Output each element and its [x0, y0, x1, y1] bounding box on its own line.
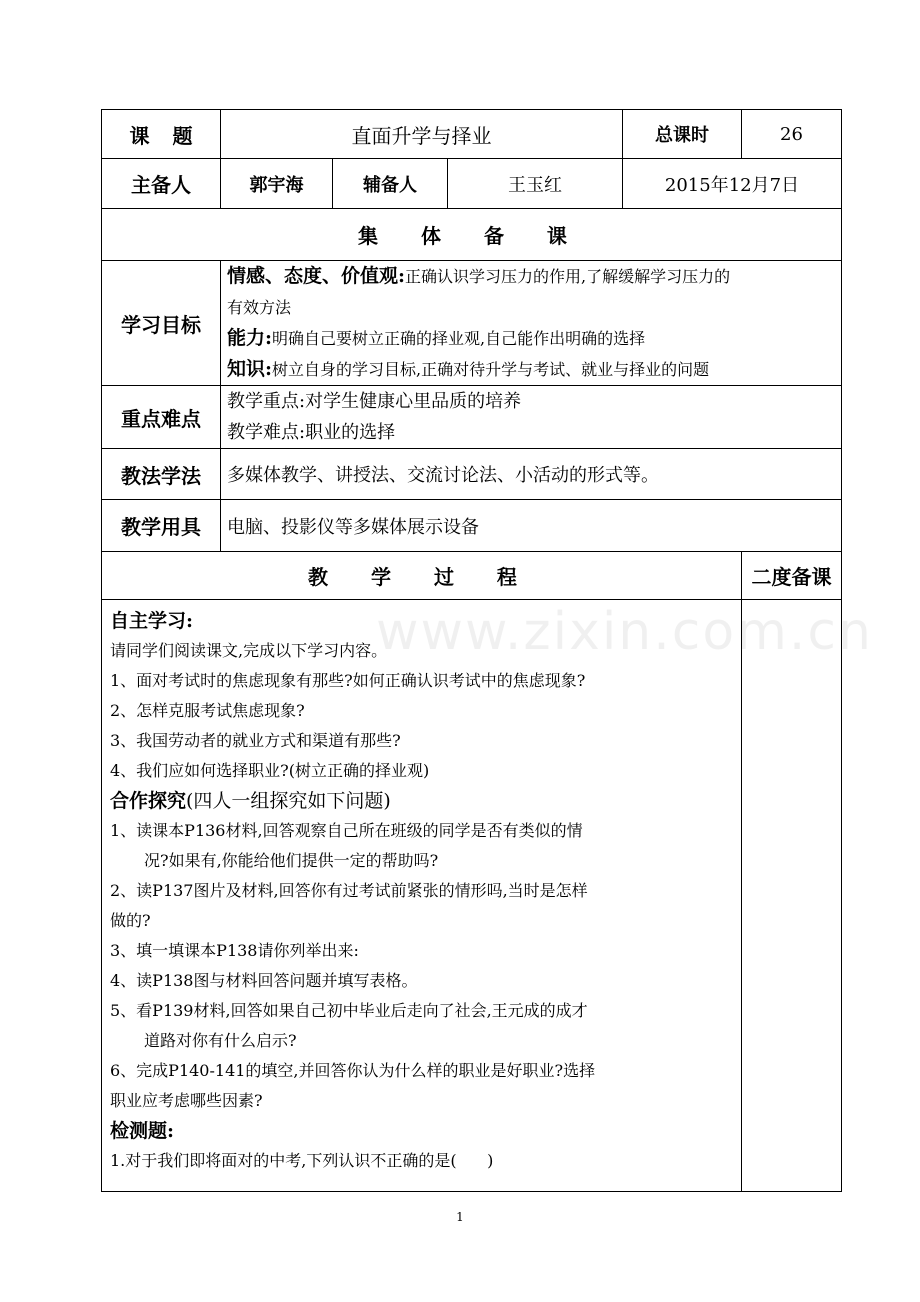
- course-label: 课 题: [102, 110, 221, 159]
- goal-knowledge-text: 树立自身的学习目标,正确对待升学与考试、就业与择业的问题: [272, 360, 710, 379]
- coop-heading-line: [110, 786, 733, 816]
- row-process-body: [102, 600, 842, 1192]
- goal-knowledge-label: 知识:: [227, 358, 273, 380]
- tools-text: 电脑、投影仪等多媒体展示设备: [221, 500, 842, 552]
- prep-date: 2015年12月7日: [623, 159, 842, 209]
- goals-content: [221, 261, 842, 386]
- goal-emotion: [221, 261, 841, 292]
- goal-emotion-label: 情感、态度、价值观:: [227, 265, 406, 287]
- coop-heading-note: (四人一组探究如下问题): [186, 790, 391, 812]
- second-prep-title: 二度备课: [742, 552, 842, 600]
- test-heading: 检测题:: [110, 1120, 175, 1142]
- self-study-item: 4、我们应如何选择职业?(树立正确的择业观): [110, 761, 430, 780]
- lesson-plan-sheet: [101, 109, 841, 1192]
- goal-emotion-text: 正确认识学习压力的作用,了解缓解学习压力的: [405, 267, 731, 286]
- course-title: 直面升学与择业: [221, 110, 623, 159]
- goal-knowledge: [221, 354, 841, 385]
- assistant-label: 辅备人: [333, 159, 448, 209]
- self-study-item: 3、我国劳动者的就业方式和渠道有那些?: [110, 731, 401, 750]
- row-goals: [102, 261, 842, 386]
- test-question-1: 1.对于我们即将面对的中考,下列认识不正确的是( ): [110, 1151, 494, 1170]
- self-study-intro: 请同学们阅读课文,完成以下学习内容。: [110, 641, 388, 660]
- goal-ability-text: 明确自己要树立正确的择业观,自己能作出明确的选择: [272, 329, 646, 348]
- methods-text: 多媒体教学、讲授法、交流讨论法、小活动的形式等。: [221, 449, 842, 500]
- collective-prep-title: 集 体 备 课: [102, 209, 842, 261]
- goals-label: 学习目标: [102, 261, 221, 386]
- total-hours-label: 总课时: [623, 110, 742, 159]
- main-preparer-label: 主备人: [102, 159, 221, 209]
- goal-ability-label: 能力:: [227, 327, 273, 349]
- coop-item-3: 3、填一填课本P138请你列举出来:: [110, 941, 359, 960]
- self-study-item: 1、面对考试时的焦虑现象有那些?如何正确认识考试中的焦虑现象?: [110, 671, 586, 690]
- keypoints-label: 重点难点: [102, 386, 221, 449]
- process-content: [102, 600, 742, 1192]
- coop-item-1: 1、读课本P136材料,回答观察自己所在班级的同学是否有类似的情: [110, 821, 583, 840]
- row-collective: [102, 209, 842, 261]
- difficulty-text: 教学难点:职业的选择: [227, 422, 396, 443]
- coop-item-5: 5、看P139材料,回答如果自己初中毕业后走向了社会,王元成的成才: [110, 1001, 588, 1020]
- self-study-heading: 自主学习:: [110, 610, 194, 632]
- row-preparers: [102, 159, 842, 209]
- row-process-header: [102, 552, 842, 600]
- coop-item-6-cont: 职业应考虑哪些因素?: [110, 1091, 263, 1110]
- methods-label: 教法学法: [102, 449, 221, 500]
- row-keypoints: [102, 386, 842, 449]
- total-hours-value: 26: [742, 110, 842, 159]
- coop-item-1-cont: 况?如果有,你能给他们提供一定的帮助吗?: [144, 851, 439, 870]
- coop-heading: 合作探究: [110, 790, 187, 812]
- row-course: [102, 110, 842, 159]
- second-prep-notes: [742, 600, 842, 1192]
- goal-ability: [221, 323, 841, 354]
- goal-emotion-cont: 有效方法: [227, 298, 292, 317]
- coop-item-6: 6、完成P140-141的填空,并回答你认为什么样的职业是好职业?选择: [110, 1061, 596, 1080]
- assistant-name: 王玉红: [448, 159, 623, 209]
- keypoints-content: [221, 386, 842, 449]
- main-preparer-name: 郭宇海: [221, 159, 333, 209]
- coop-item-5-cont: 道路对你有什么启示?: [144, 1031, 297, 1050]
- process-title: 教 学 过 程: [102, 552, 742, 600]
- lesson-plan-table: [101, 109, 842, 1192]
- page-number: 1: [456, 1210, 464, 1224]
- row-methods: [102, 449, 842, 500]
- coop-item-4: 4、读P138图与材料回答问题并填写表格。: [110, 971, 418, 990]
- coop-item-2: 2、读P137图片及材料,回答你有过考试前紧张的情形吗,当时是怎样: [110, 881, 588, 900]
- self-study-item: 2、怎样克服考试焦虑现象?: [110, 701, 305, 720]
- watermark: www.zixin.com.cn: [376, 602, 873, 662]
- row-tools: [102, 500, 842, 552]
- coop-item-2-cont: 做的?: [110, 911, 151, 930]
- focus-text: 教学重点:对学生健康心里品质的培养: [227, 391, 522, 412]
- tools-label: 教学用具: [102, 500, 221, 552]
